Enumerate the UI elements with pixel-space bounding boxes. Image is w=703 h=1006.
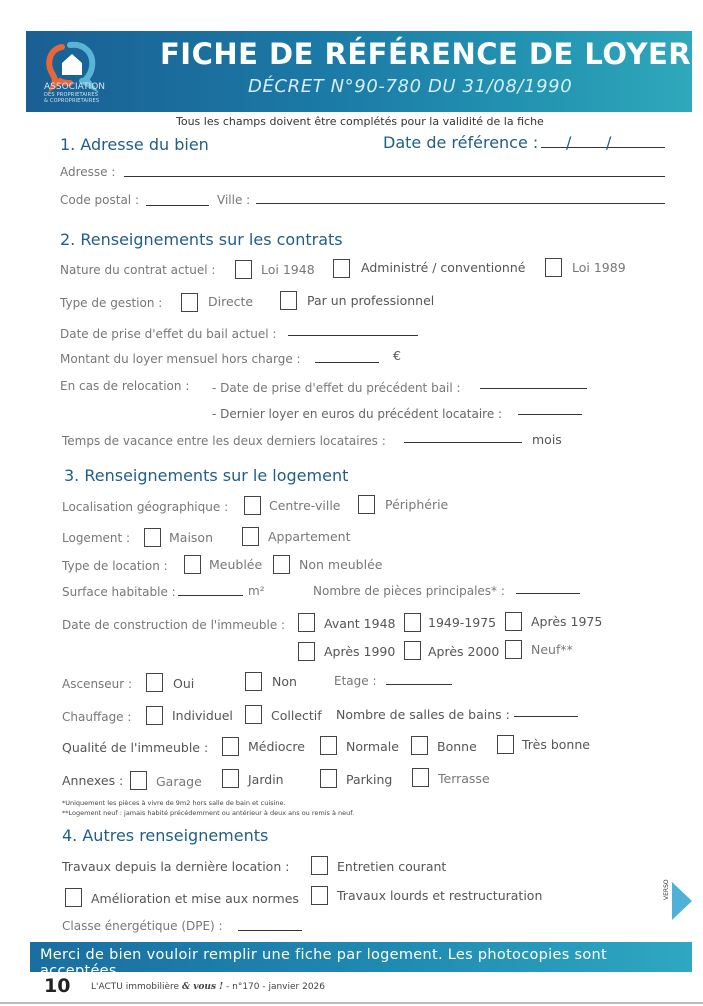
checkbox-terrasse[interactable] — [412, 768, 429, 787]
relocation-label: En cas de relocation : — [60, 379, 190, 393]
management-type-label: Type de gestion : — [60, 296, 163, 310]
option-amelioration: Amélioration et mise aux normes — [91, 891, 299, 906]
option-apres-1975: Après 1975 — [531, 614, 603, 629]
rooms-field[interactable] — [516, 593, 580, 594]
option-apres-2000: Après 2000 — [428, 644, 500, 659]
checkbox-entretien-courant[interactable] — [311, 856, 328, 875]
date-separator-2: / — [606, 133, 612, 152]
checkbox-apres-1975[interactable] — [505, 612, 522, 631]
checkbox-ascenseur-non[interactable] — [245, 672, 262, 691]
footnote-2: **Logement neuf : jamais habité précédemment ou antérieur à deux ans ou remis à neuf. — [62, 809, 355, 817]
postal-code-label: Code postal : — [60, 193, 139, 207]
lease-start-label: Date de prise d'effet du bail actuel : — [60, 327, 277, 341]
page-edge — [0, 1002, 703, 1004]
building-quality-label: Qualité de l'immeuble : — [62, 740, 209, 755]
previous-lease-date-field[interactable] — [480, 388, 587, 389]
checkbox-mediocre[interactable] — [222, 737, 239, 756]
housing-label: Logement : — [62, 531, 131, 545]
option-entretien-courant: Entretien courant — [337, 859, 447, 874]
dpe-label: Classe énergétique (DPE) : — [62, 919, 223, 933]
logo-line-2: DES PROPRIETAIRES — [44, 92, 99, 98]
bottom-banner-text: Merci de bien vouloir remplir une fiche par logement. Les photocopies sont acceptées. — [40, 947, 607, 979]
option-avant-1948: Avant 1948 — [324, 616, 396, 631]
previous-lease-date-label: - Date de prise d'effet du précédent bail : — [212, 381, 461, 395]
checkbox-amelioration[interactable] — [65, 888, 82, 907]
surface-field[interactable] — [178, 595, 243, 596]
checkbox-chauffage-individuel[interactable] — [146, 706, 163, 725]
option-mediocre: Médiocre — [248, 739, 305, 754]
option-loi-1948: Loi 1948 — [261, 262, 315, 277]
city-field[interactable] — [256, 203, 665, 204]
checkbox-meublee[interactable] — [184, 555, 201, 574]
option-centre-ville: Centre-ville — [269, 498, 341, 513]
checkbox-maison[interactable] — [144, 528, 161, 547]
postal-code-field[interactable] — [146, 205, 209, 206]
floor-field[interactable] — [386, 684, 452, 685]
publication-name: L'ACTU immobilière — [91, 982, 180, 992]
page-title: FICHE DE RÉFÉRENCE DE LOYER — [160, 37, 692, 71]
date-reference-field[interactable] — [541, 147, 665, 148]
triangle-right-icon — [672, 882, 692, 920]
checkbox-jardin[interactable] — [222, 769, 239, 788]
vacancy-label: Temps de vacance entre les deux derniers locataires : — [62, 434, 386, 448]
annexes-label: Annexes : — [62, 773, 124, 788]
checkbox-bonne[interactable] — [411, 736, 428, 755]
section-4-title: 4. Autres renseignements — [62, 826, 269, 845]
section-3-title: 3. Renseignements sur le logement — [64, 466, 349, 485]
option-neuf: Neuf** — [531, 642, 573, 657]
checkbox-appartement[interactable] — [242, 527, 259, 546]
option-ascenseur-non: Non — [272, 674, 297, 689]
option-apres-1990: Après 1990 — [324, 644, 396, 659]
construction-date-label: Date de construction de l'immeuble : — [62, 618, 286, 632]
checkbox-directe[interactable] — [181, 293, 198, 312]
page-subtitle: DÉCRET N°90-780 DU 31/08/1990 — [248, 76, 573, 97]
option-loi-1989: Loi 1989 — [572, 260, 626, 275]
option-maison: Maison — [169, 530, 214, 545]
vacancy-field[interactable] — [404, 442, 522, 443]
option-directe: Directe — [208, 294, 254, 309]
contract-nature-label: Nature du contrat actuel : — [60, 263, 216, 277]
option-non-meublee: Non meublée — [299, 557, 383, 572]
previous-rent-field[interactable] — [518, 414, 582, 415]
option-garage: Garage — [156, 774, 202, 789]
rent-unit: € — [393, 348, 401, 363]
option-tres-bonne: Très bonne — [522, 737, 590, 752]
section-1-title: 1. Adresse du bien — [60, 135, 209, 154]
lease-start-field[interactable] — [288, 335, 418, 336]
option-chauffage-individuel: Individuel — [172, 708, 233, 723]
surface-label: Surface habitable : — [62, 585, 176, 599]
verso-label: VERSO — [663, 879, 670, 900]
option-peripherie: Périphérie — [385, 497, 449, 512]
header-banner — [26, 31, 692, 112]
bathrooms-field[interactable] — [514, 716, 578, 717]
option-bonne: Bonne — [437, 739, 477, 754]
checkbox-travaux-lourds[interactable] — [311, 886, 328, 905]
checkbox-apres-1990[interactable] — [298, 642, 315, 661]
vacancy-unit: mois — [532, 432, 562, 447]
section-2-title: 2. Renseignements sur les contrats — [60, 230, 343, 249]
checkbox-chauffage-collectif[interactable] — [245, 705, 262, 724]
option-parking: Parking — [346, 772, 393, 787]
checkbox-peripherie[interactable] — [358, 495, 375, 514]
surface-unit: m² — [248, 584, 265, 598]
checkbox-avant-1948[interactable] — [298, 613, 315, 632]
checkbox-parking[interactable] — [320, 769, 337, 788]
checkbox-garage[interactable] — [130, 771, 147, 790]
option-jardin: Jardin — [248, 772, 284, 787]
rent-amount-label: Montant du loyer mensuel hors charge : — [60, 352, 301, 366]
floor-label: Etage : — [334, 674, 377, 688]
footer-info — [91, 982, 325, 992]
checkbox-loi-1948[interactable] — [235, 260, 252, 279]
bathrooms-label: Nombre de salles de bains : — [336, 707, 510, 722]
page-number: 10 — [44, 975, 71, 997]
location-label: Localisation géographique : — [62, 500, 229, 514]
option-administre-conventionne: Administré / conventionné — [361, 260, 526, 275]
heating-label: Chauffage : — [62, 710, 132, 724]
option-chauffage-collectif: Collectif — [271, 708, 322, 723]
previous-rent-label: - Dernier loyer en euros du précédent locataire : — [212, 407, 503, 421]
checkbox-centre-ville[interactable] — [244, 496, 261, 515]
issue-info: - n°170 - janvier 2026 — [226, 982, 326, 992]
logo-line-3: & COPROPRIETAIRES — [44, 98, 100, 104]
works-label: Travaux depuis la dernière location : — [62, 859, 290, 874]
checkbox-1949-1975[interactable] — [404, 613, 421, 632]
option-ascenseur-oui: Oui — [173, 676, 195, 691]
checkbox-tres-bonne[interactable] — [497, 735, 514, 754]
rental-type-label: Type de location : — [62, 559, 168, 573]
option-appartement: Appartement — [268, 529, 351, 544]
address-field[interactable] — [124, 176, 665, 177]
checkbox-administre-conventionne[interactable] — [333, 259, 350, 278]
bottom-banner — [30, 942, 692, 979]
instruction-text: Tous les champs doivent être complétés pour la validité de la fiche — [176, 115, 544, 128]
elevator-label: Ascenseur : — [62, 677, 133, 691]
checkbox-apres-2000[interactable] — [404, 641, 421, 660]
footnote-1: *Uniquement les pièces à vivre de 9m2 hors salle de bain et cuisine. — [62, 799, 286, 807]
option-1949-1975: 1949-1975 — [428, 615, 497, 630]
rooms-label: Nombre de pièces principales* : — [313, 584, 505, 598]
option-terrasse: Terrasse — [438, 771, 490, 786]
rent-amount-field[interactable] — [315, 362, 379, 363]
checkbox-normale[interactable] — [320, 736, 337, 755]
date-reference-label: Date de référence : — [383, 133, 539, 152]
city-label: Ville : — [217, 193, 251, 207]
publication-tagline: & vous ! — [181, 982, 224, 992]
dpe-field[interactable] — [238, 930, 302, 931]
option-professionnel: Par un professionnel — [307, 293, 435, 308]
address-label: Adresse : — [60, 165, 116, 179]
logo-text — [44, 83, 105, 104]
option-meublee: Meublée — [209, 557, 263, 572]
checkbox-ascenseur-oui[interactable] — [146, 673, 163, 692]
logo-line-1: ASSOCIATION — [44, 82, 106, 92]
option-travaux-lourds: Travaux lourds et restructuration — [337, 888, 543, 903]
checkbox-neuf[interactable] — [505, 640, 522, 659]
checkbox-loi-1989[interactable] — [545, 258, 562, 277]
date-separator-1: / — [566, 133, 572, 152]
checkbox-professionnel[interactable] — [280, 291, 297, 310]
option-normale: Normale — [346, 739, 399, 754]
checkbox-non-meublee[interactable] — [273, 555, 290, 574]
